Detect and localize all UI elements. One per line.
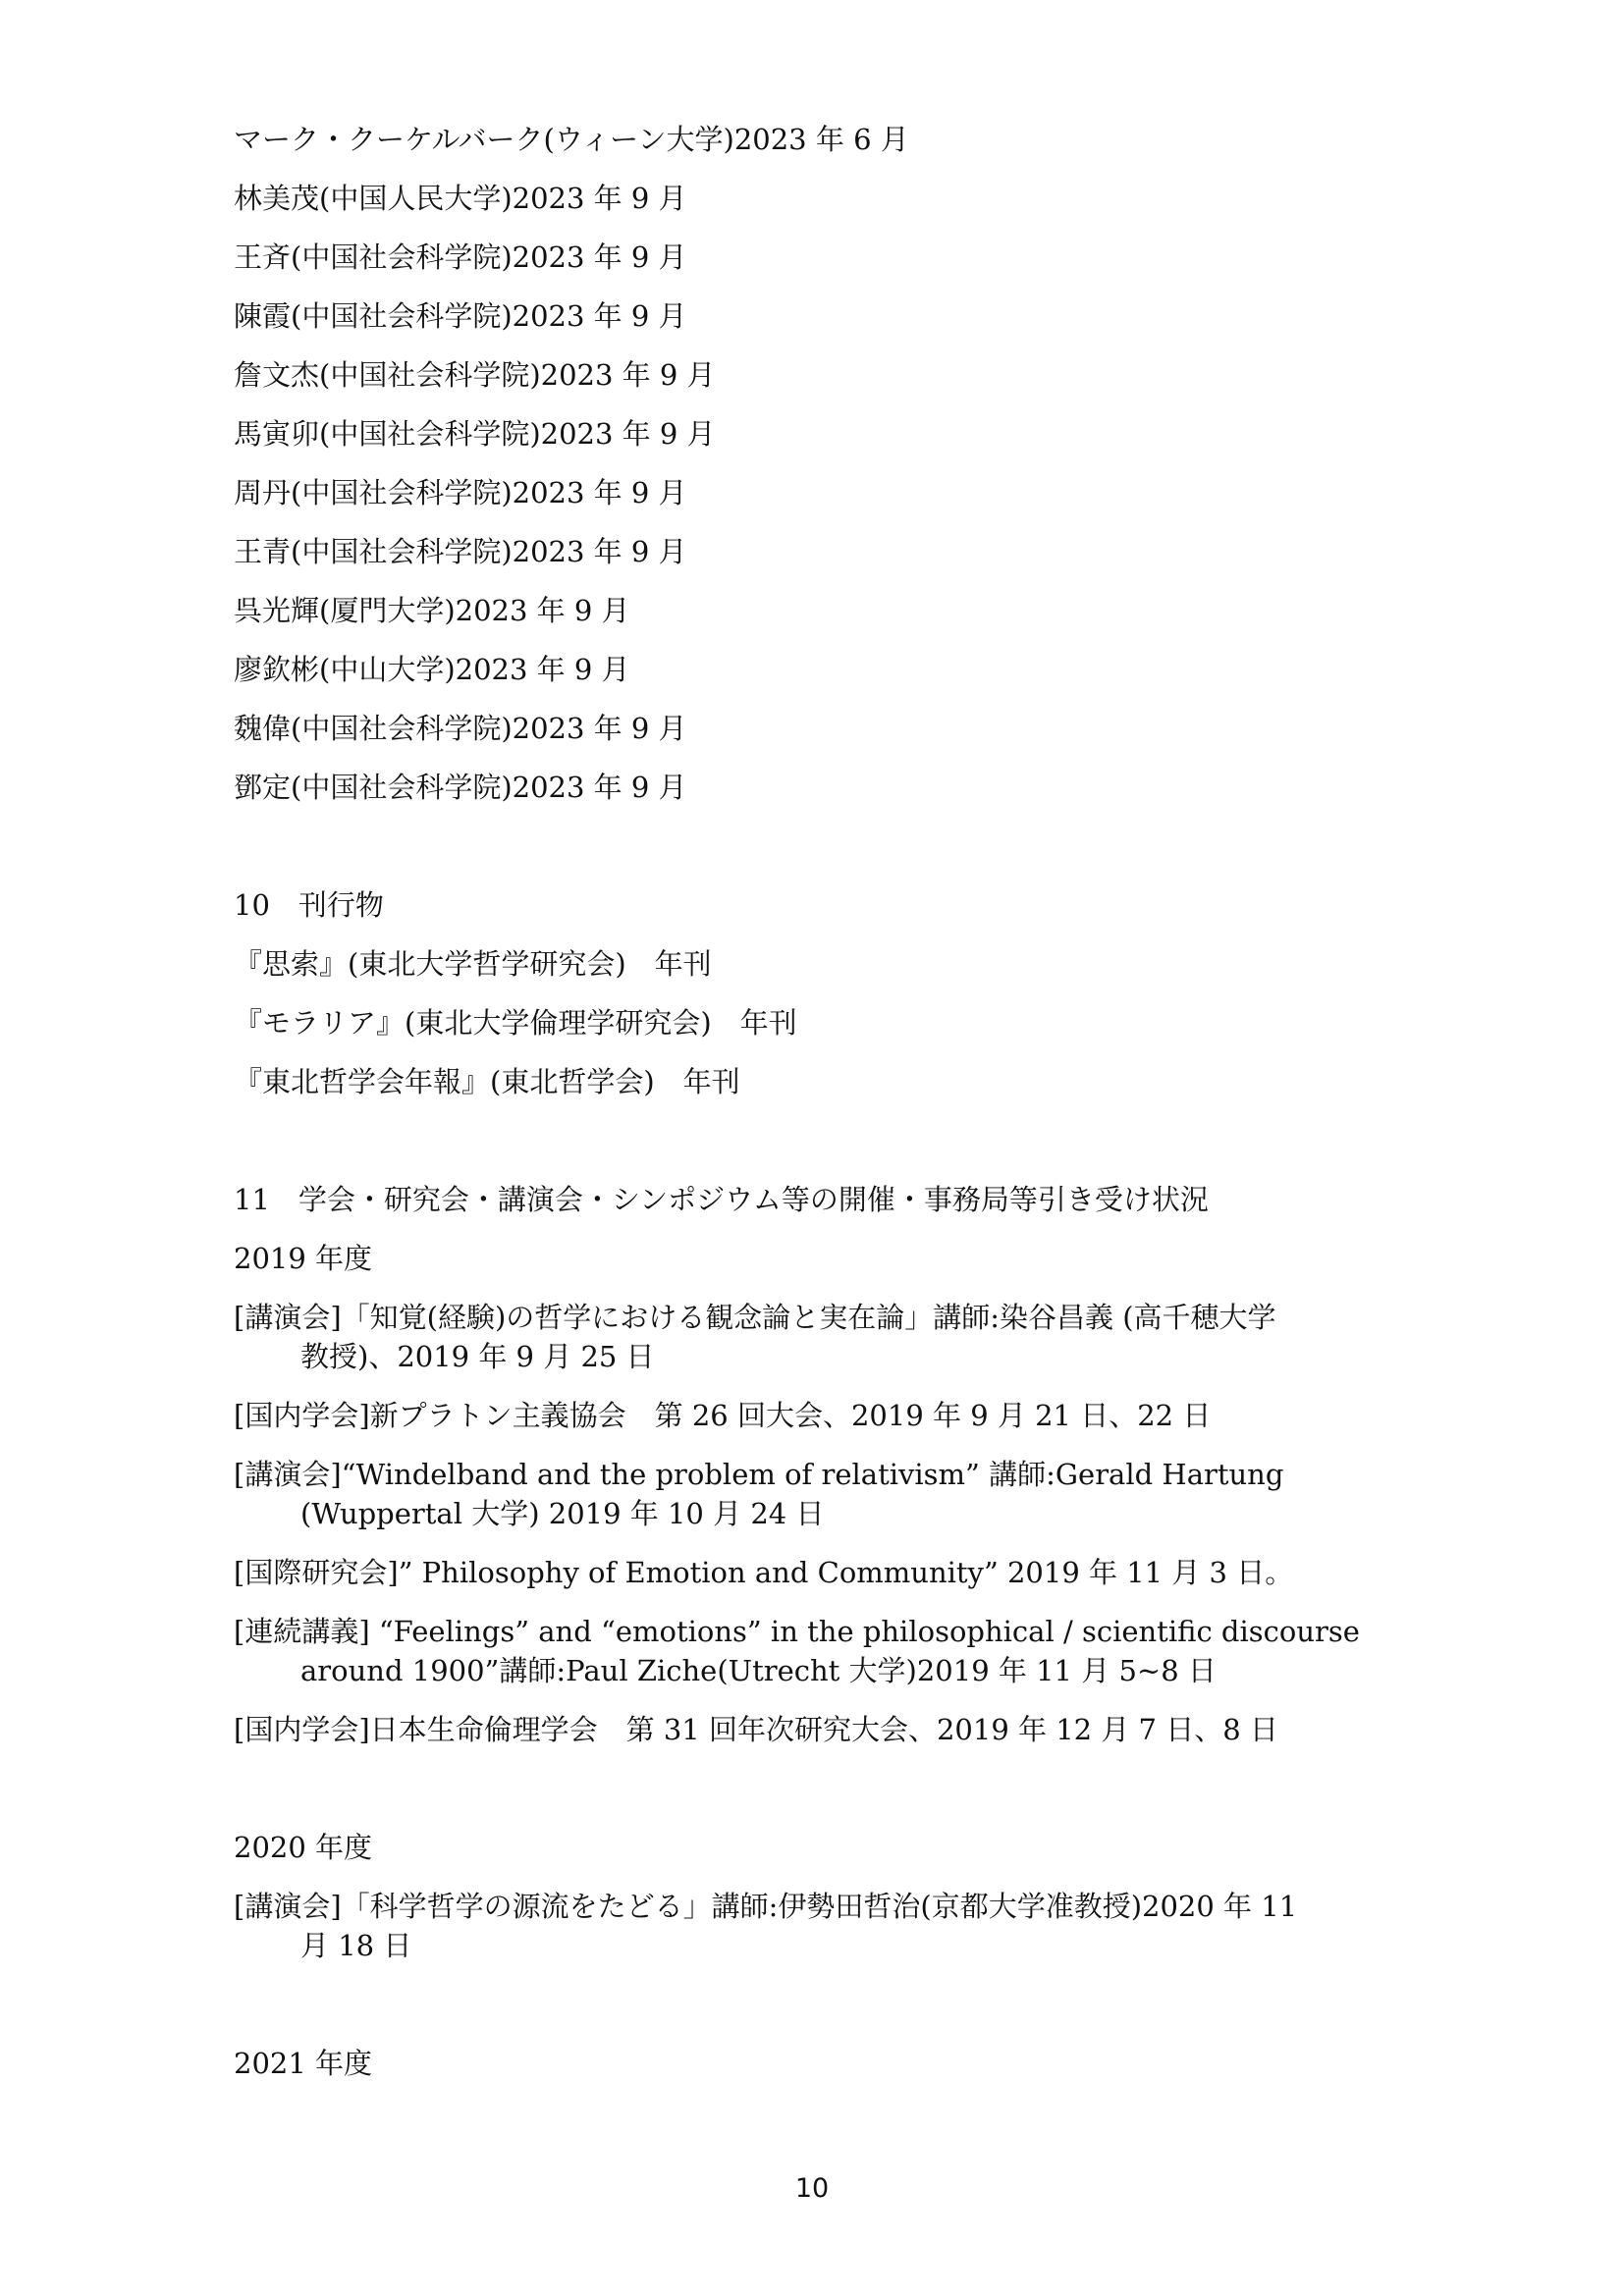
event-entry-line1: [連続講義] “Feelings” and “emotions” in the philosophical / scientific discourse [234, 1615, 1360, 1648]
event-entry-line1: [国内学会]日本生命倫理学会 第 31 回年次研究大会、2019 年 12 月 7 日、8 日 [234, 1713, 1278, 1746]
event-entry-line1: [講演会]「知覚(経験)の哲学における観念論と実在論」講師:染谷昌義 (高千穂大学 [234, 1301, 1276, 1334]
visitor-entry: 魏偉(中国社会科学院)2023 年 9 月 [234, 712, 687, 745]
event-entry-line1: [講演会]“Windelband and the problem of relativism” 講師:Gerald Hartung [234, 1458, 1284, 1491]
event-entry-line2: 教授)、2019 年 9 月 25 日 [300, 1340, 655, 1373]
publication-item: 『モラリア』(東北大学倫理学研究会) 年刊 [234, 1006, 797, 1040]
publication-item: 『東北哲学会年報』(東北哲学会) 年刊 [234, 1065, 740, 1098]
year-label-2020: 2020 年度 [234, 1831, 373, 1864]
visitor-entry: 王斉(中国社会科学院)2023 年 9 月 [234, 240, 687, 274]
year-label-2019: 2019 年度 [234, 1242, 373, 1275]
event-entry-line2: around 1900”講師:Paul Ziche(Utrecht 大学)2019 年 11 月 5~8 日 [300, 1654, 1217, 1687]
section-11-heading: 11 学会・研究会・講演会・シンポジウム等の開催・事務局等引き受け状況 [234, 1183, 1209, 1216]
visitor-entry: 陳霞(中国社会科学院)2023 年 9 月 [234, 299, 687, 333]
publication-item: 『思索』(東北大学哲学研究会) 年刊 [234, 947, 712, 981]
event-entry-line1: [国際研究会]” Philosophy of Emotion and Community” 2019 年 11 月 3 日。 [234, 1556, 1294, 1589]
visitor-entry: 呉光輝(厦門大学)2023 年 9 月 [234, 594, 630, 627]
visitor-entry: マーク・クーケルバーク(ウィーン大学)2023 年 6 月 [234, 123, 909, 156]
visitor-entry: 林美茂(中国人民大学)2023 年 9 月 [234, 182, 687, 215]
visitor-entry: 詹文杰(中国社会科学院)2023 年 9 月 [234, 358, 716, 392]
visitor-entry: 廖欽彬(中山大学)2023 年 9 月 [234, 653, 630, 686]
visitor-entry: 鄧定(中国社会科学院)2023 年 9 月 [234, 771, 687, 804]
visitor-entry: 王青(中国社会科学院)2023 年 9 月 [234, 535, 687, 568]
event-entry-line1: [国内学会]新プラトン主義協会 第 26 回大会、2019 年 9 月 21 日、22 日 [234, 1399, 1212, 1432]
visitor-entry: 周丹(中国社会科学院)2023 年 9 月 [234, 476, 687, 509]
visitor-entry: 馬寅卯(中国社会科学院)2023 年 9 月 [234, 417, 716, 451]
event-entry-line1: [講演会]「科学哲学の源流をたどる」講師:伊勢田哲治(京都大学准教授)2020 年 11 [234, 1890, 1298, 1923]
section-10-heading: 10 刊行物 [234, 888, 384, 922]
event-entry-line2: (Wuppertal 大学) 2019 年 10 月 24 日 [300, 1497, 825, 1530]
event-entry-line2: 月 18 日 [300, 1929, 412, 1962]
page-number: 10 [794, 2173, 830, 2204]
year-label-2021: 2021 年度 [234, 2047, 373, 2080]
